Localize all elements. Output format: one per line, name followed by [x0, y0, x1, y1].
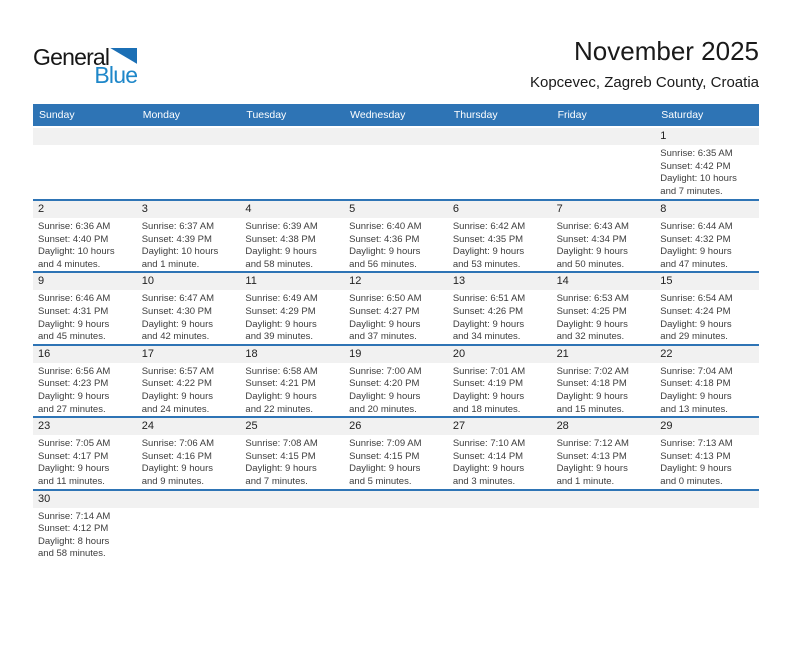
- day-detail-line: Daylight: 9 hours: [141, 463, 213, 475]
- day-details: [240, 290, 344, 343]
- day-detail-line: and 24 minutes.: [141, 403, 210, 415]
- day-detail-line: Sunrise: 7:12 AM: [556, 438, 629, 450]
- day-detail-line: Sunset: 4:40 PM: [38, 233, 109, 245]
- day-details: [33, 145, 137, 148]
- day-detail-line: and 15 minutes.: [556, 403, 625, 415]
- day-cell-empty: [552, 491, 656, 561]
- day-cell-9: [33, 273, 137, 343]
- day-detail-line: Sunset: 4:15 PM: [245, 450, 316, 462]
- day-detail-line: and 27 minutes.: [38, 403, 106, 415]
- day-detail-line: Sunset: 4:18 PM: [660, 378, 731, 390]
- day-detail-line: Daylight: 9 hours: [349, 390, 421, 402]
- day-detail-line: Sunset: 4:42 PM: [660, 160, 731, 172]
- day-cell-17: [137, 346, 241, 416]
- day-detail-line: Daylight: 9 hours: [245, 463, 317, 475]
- day-detail-line: Daylight: 9 hours: [452, 318, 525, 330]
- day-detail-line: Daylight: 9 hours: [245, 318, 317, 330]
- day-cell-27: [448, 418, 552, 488]
- day-cell-28: [552, 418, 656, 488]
- day-detail-line: Daylight: 9 hours: [556, 318, 628, 330]
- day-details: [655, 508, 759, 511]
- day-number: 3: [137, 201, 241, 218]
- day-detail-line: Daylight: 9 hours: [556, 246, 628, 258]
- day-number: 21: [552, 346, 656, 363]
- weekday-header-row: [33, 104, 759, 126]
- day-number: 20: [448, 346, 552, 363]
- day-detail-line: and 56 minutes.: [349, 258, 417, 270]
- day-detail-line: Sunset: 4:32 PM: [660, 233, 731, 245]
- page-title: November 2025: [574, 36, 759, 66]
- day-number: 23: [33, 418, 137, 435]
- day-detail-line: Sunset: 4:16 PM: [141, 450, 212, 462]
- general-blue-logo: [33, 46, 137, 92]
- day-detail-line: and 22 minutes.: [245, 403, 314, 415]
- day-detail-line: Sunset: 4:17 PM: [38, 450, 109, 462]
- day-detail-line: Daylight: 9 hours: [452, 390, 525, 402]
- day-details: [552, 145, 656, 148]
- day-detail-line: Sunrise: 6:46 AM: [38, 293, 111, 305]
- day-number: 5: [344, 201, 448, 218]
- day-cell-25: [240, 418, 344, 488]
- day-detail-line: and 58 minutes.: [245, 258, 314, 270]
- day-details: [240, 508, 344, 511]
- day-detail-line: Daylight: 9 hours: [556, 390, 628, 402]
- day-detail-line: Sunrise: 6:37 AM: [141, 221, 215, 232]
- day-detail-line: Sunrise: 7:01 AM: [452, 365, 526, 377]
- calendar-grid: [33, 128, 759, 561]
- day-detail-line: Daylight: 8 hours: [38, 535, 110, 547]
- weekday-header-sunday: Sunday: [39, 109, 75, 121]
- day-cell-19: [344, 346, 448, 416]
- day-details: [552, 435, 656, 488]
- day-detail-line: Sunset: 4:22 PM: [141, 378, 212, 390]
- week-row-5: [33, 416, 759, 488]
- logo-text-blue: Blue: [94, 62, 138, 88]
- day-cell-8: [655, 201, 759, 271]
- day-detail-line: and 53 minutes.: [452, 258, 521, 270]
- day-details: [240, 435, 344, 488]
- day-details: [552, 290, 656, 343]
- day-details: [33, 435, 137, 488]
- weekday-header-wednesday: Wednesday: [350, 109, 406, 121]
- day-detail-line: Sunset: 4:29 PM: [245, 305, 316, 317]
- day-details: [344, 508, 448, 511]
- day-details: [137, 290, 241, 343]
- day-detail-line: Daylight: 10 hours: [660, 173, 737, 185]
- day-detail-line: Sunset: 4:27 PM: [349, 305, 420, 317]
- calendar-page: [0, 38, 792, 561]
- day-details: [137, 363, 241, 416]
- day-number: 22: [655, 346, 759, 363]
- day-detail-line: Sunrise: 6:49 AM: [245, 293, 318, 305]
- day-cell-empty: [137, 491, 241, 561]
- day-detail-line: Daylight: 9 hours: [349, 318, 421, 330]
- day-details: [655, 363, 759, 416]
- day-number: [137, 491, 241, 508]
- day-number: 28: [552, 418, 656, 435]
- day-detail-line: Sunset: 4:13 PM: [556, 450, 627, 462]
- day-detail-line: and 58 minutes.: [38, 548, 106, 560]
- day-cell-24: [137, 418, 241, 488]
- day-detail-line: and 11 minutes.: [38, 475, 105, 487]
- day-details: [344, 363, 448, 416]
- day-detail-line: and 29 minutes.: [660, 331, 728, 343]
- day-number: 10: [137, 273, 241, 290]
- calendar: [33, 104, 759, 561]
- day-detail-line: Sunrise: 7:04 AM: [660, 365, 733, 377]
- day-cell-empty: [552, 128, 656, 199]
- day-cell-10: [137, 273, 241, 343]
- day-detail-line: Daylight: 9 hours: [556, 463, 628, 475]
- day-details: [448, 145, 552, 148]
- day-detail-line: Sunset: 4:21 PM: [245, 378, 316, 390]
- day-number: 4: [240, 201, 344, 218]
- day-number: 16: [33, 346, 137, 363]
- day-number: 18: [240, 346, 344, 363]
- day-detail-line: Sunset: 4:18 PM: [556, 378, 627, 390]
- day-number: [137, 128, 241, 145]
- day-number: 19: [344, 346, 448, 363]
- day-cell-11: [240, 273, 344, 343]
- day-cell-16: [33, 346, 137, 416]
- day-detail-line: Sunset: 4:31 PM: [38, 305, 109, 317]
- day-detail-line: Sunset: 4:34 PM: [556, 233, 627, 245]
- day-number: [552, 491, 656, 508]
- day-number: 15: [655, 273, 759, 290]
- day-details: [448, 290, 552, 343]
- day-detail-line: Daylight: 9 hours: [660, 246, 732, 258]
- day-number: 13: [448, 273, 552, 290]
- day-number: 6: [448, 201, 552, 218]
- day-cell-empty: [137, 128, 241, 199]
- day-details: [344, 145, 448, 148]
- day-detail-line: Sunset: 4:30 PM: [141, 305, 212, 317]
- day-detail-line: Sunrise: 6:50 AM: [349, 293, 422, 305]
- day-cell-empty: [240, 491, 344, 561]
- day-cell-1: [655, 128, 759, 199]
- day-details: [655, 435, 759, 488]
- day-detail-line: Sunrise: 7:05 AM: [38, 438, 111, 450]
- day-number: [344, 491, 448, 508]
- day-details: [240, 145, 344, 148]
- title-block: [530, 38, 759, 92]
- day-cell-6: [448, 201, 552, 271]
- day-detail-line: and 5 minutes.: [349, 475, 412, 487]
- day-detail-line: and 7 minutes.: [660, 185, 723, 197]
- day-detail-line: and 9 minutes.: [141, 475, 205, 487]
- weekday-header-tuesday: Tuesday: [246, 109, 287, 121]
- day-details: [552, 218, 656, 271]
- day-detail-line: Sunset: 4:36 PM: [349, 233, 420, 245]
- day-detail-line: and 7 minutes.: [245, 475, 308, 487]
- day-cell-5: [344, 201, 448, 271]
- day-number: 29: [655, 418, 759, 435]
- day-cell-empty: [344, 128, 448, 199]
- day-detail-line: Sunrise: 6:40 AM: [349, 221, 422, 232]
- day-detail-line: Sunset: 4:20 PM: [349, 378, 420, 390]
- day-detail-line: and 32 minutes.: [556, 331, 625, 343]
- day-detail-line: Sunrise: 7:14 AM: [38, 510, 111, 522]
- day-detail-line: Sunset: 4:14 PM: [452, 450, 524, 462]
- week-row-1: [33, 128, 759, 199]
- day-detail-line: Daylight: 9 hours: [660, 318, 732, 330]
- day-number: 8: [655, 201, 759, 218]
- day-detail-line: Daylight: 9 hours: [38, 390, 110, 402]
- day-number: [552, 128, 656, 145]
- day-cell-20: [448, 346, 552, 416]
- day-detail-line: Sunset: 4:38 PM: [245, 233, 316, 245]
- day-detail-line: Daylight: 9 hours: [141, 390, 213, 402]
- day-number: [240, 491, 344, 508]
- day-detail-line: Sunrise: 6:58 AM: [245, 365, 318, 377]
- day-number: [655, 491, 759, 508]
- day-number: 7: [552, 201, 656, 218]
- day-detail-line: Daylight: 9 hours: [660, 390, 732, 402]
- day-detail-line: Sunrise: 7:02 AM: [556, 365, 629, 377]
- day-detail-line: and 4 minutes.: [38, 258, 101, 270]
- day-number: 24: [137, 418, 241, 435]
- top-header: [33, 38, 759, 92]
- day-number: 12: [344, 273, 448, 290]
- day-cell-4: [240, 201, 344, 271]
- day-detail-line: Daylight: 9 hours: [452, 463, 525, 475]
- day-cell-15: [655, 273, 759, 343]
- day-number: [33, 128, 137, 145]
- day-cell-3: [137, 201, 241, 271]
- day-details: [344, 290, 448, 343]
- day-details: [344, 218, 448, 271]
- day-detail-line: Daylight: 9 hours: [141, 318, 213, 330]
- day-detail-line: Sunset: 4:13 PM: [660, 450, 731, 462]
- day-detail-line: Sunset: 4:35 PM: [452, 233, 524, 245]
- day-details: [552, 508, 656, 511]
- day-cell-30: [33, 491, 137, 561]
- day-detail-line: Sunrise: 6:35 AM: [660, 148, 733, 159]
- weekday-header-friday: Friday: [557, 109, 587, 121]
- day-number: 1: [655, 128, 759, 145]
- day-detail-line: and 13 minutes.: [660, 403, 728, 415]
- day-detail-line: Sunrise: 6:39 AM: [245, 221, 318, 232]
- day-detail-line: Sunrise: 6:42 AM: [452, 221, 526, 232]
- day-detail-line: Daylight: 9 hours: [349, 246, 421, 258]
- day-detail-line: and 50 minutes.: [556, 258, 625, 270]
- day-detail-line: Sunrise: 7:10 AM: [452, 438, 526, 450]
- day-detail-line: and 3 minutes.: [452, 475, 516, 487]
- day-cell-2: [33, 201, 137, 271]
- day-details: [448, 435, 552, 488]
- day-detail-line: Daylight: 9 hours: [349, 463, 421, 475]
- day-number: 9: [33, 273, 137, 290]
- day-detail-line: Sunset: 4:39 PM: [141, 233, 212, 245]
- day-cell-26: [344, 418, 448, 488]
- logo-text-general: General: [33, 44, 110, 70]
- day-detail-line: Sunrise: 6:57 AM: [141, 365, 215, 377]
- day-detail-line: and 39 minutes.: [245, 331, 314, 343]
- day-detail-line: Sunrise: 6:36 AM: [38, 221, 111, 232]
- day-details: [655, 290, 759, 343]
- day-detail-line: Daylight: 10 hours: [38, 246, 115, 258]
- day-number: [448, 128, 552, 145]
- day-detail-line: and 18 minutes.: [452, 403, 521, 415]
- weekday-header-thursday: Thursday: [453, 109, 498, 121]
- day-details: [448, 508, 552, 511]
- week-row-3: [33, 271, 759, 343]
- day-details: [448, 218, 552, 271]
- day-details: [33, 508, 137, 561]
- week-row-2: [33, 199, 759, 271]
- day-detail-line: Sunrise: 6:47 AM: [141, 293, 215, 305]
- day-detail-line: Daylight: 9 hours: [245, 246, 317, 258]
- weekday-header-saturday: Saturday: [661, 109, 704, 121]
- day-details: [137, 435, 241, 488]
- day-details: [552, 363, 656, 416]
- day-detail-line: Daylight: 9 hours: [452, 246, 525, 258]
- day-details: [655, 145, 759, 198]
- day-details: [33, 363, 137, 416]
- day-number: [448, 491, 552, 508]
- day-detail-line: Sunrise: 6:53 AM: [556, 293, 629, 305]
- day-detail-line: Daylight: 9 hours: [38, 463, 110, 475]
- day-details: [240, 363, 344, 416]
- day-number: [240, 128, 344, 145]
- day-number: 17: [137, 346, 241, 363]
- day-number: 14: [552, 273, 656, 290]
- day-number: 25: [240, 418, 344, 435]
- day-detail-line: and 1 minute.: [556, 475, 615, 487]
- day-detail-line: Daylight: 10 hours: [141, 246, 219, 258]
- day-detail-line: and 34 minutes.: [452, 331, 521, 343]
- page-subtitle: Kopcevec, Zagreb County, Croatia: [529, 74, 759, 92]
- day-details: [448, 363, 552, 416]
- day-cell-22: [655, 346, 759, 416]
- day-cell-empty: [344, 491, 448, 561]
- day-details: [240, 218, 344, 271]
- day-detail-line: Sunrise: 7:00 AM: [349, 365, 422, 377]
- day-cell-18: [240, 346, 344, 416]
- day-cell-empty: [655, 491, 759, 561]
- weekday-header-monday: Monday: [142, 109, 181, 121]
- day-details: [655, 218, 759, 271]
- day-cell-7: [552, 201, 656, 271]
- day-number: [344, 128, 448, 145]
- day-detail-line: Sunrise: 6:56 AM: [38, 365, 111, 377]
- day-detail-line: Sunrise: 6:44 AM: [660, 221, 733, 232]
- day-cell-empty: [240, 128, 344, 199]
- day-detail-line: Sunrise: 7:08 AM: [245, 438, 318, 450]
- day-detail-line: Sunrise: 7:09 AM: [349, 438, 422, 450]
- day-detail-line: Sunset: 4:24 PM: [660, 305, 731, 317]
- day-number: 30: [33, 491, 137, 508]
- day-detail-line: Daylight: 9 hours: [38, 318, 110, 330]
- day-detail-line: Sunset: 4:26 PM: [452, 305, 524, 317]
- day-cell-empty: [448, 491, 552, 561]
- day-detail-line: Sunset: 4:19 PM: [452, 378, 524, 390]
- day-number: 11: [240, 273, 344, 290]
- day-detail-line: and 20 minutes.: [349, 403, 417, 415]
- day-cell-21: [552, 346, 656, 416]
- day-detail-line: and 47 minutes.: [660, 258, 728, 270]
- day-details: [137, 508, 241, 511]
- day-detail-line: and 37 minutes.: [349, 331, 417, 343]
- day-details: [33, 290, 137, 343]
- day-cell-empty: [448, 128, 552, 199]
- day-detail-line: Sunrise: 7:13 AM: [660, 438, 733, 450]
- day-detail-line: and 42 minutes.: [141, 331, 210, 343]
- day-detail-line: Daylight: 9 hours: [660, 463, 732, 475]
- day-cell-12: [344, 273, 448, 343]
- week-row-6: [33, 489, 759, 561]
- day-details: [137, 145, 241, 148]
- day-detail-line: and 45 minutes.: [38, 331, 106, 343]
- day-detail-line: Sunset: 4:25 PM: [556, 305, 627, 317]
- day-detail-line: Sunset: 4:12 PM: [38, 523, 109, 535]
- day-cell-13: [448, 273, 552, 343]
- day-details: [344, 435, 448, 488]
- day-cell-14: [552, 273, 656, 343]
- day-detail-line: Sunrise: 6:43 AM: [556, 221, 629, 232]
- day-detail-line: Daylight: 9 hours: [245, 390, 317, 402]
- day-cell-29: [655, 418, 759, 488]
- day-detail-line: Sunrise: 7:06 AM: [141, 438, 215, 450]
- day-detail-line: Sunset: 4:23 PM: [38, 378, 109, 390]
- day-cell-23: [33, 418, 137, 488]
- day-number: 2: [33, 201, 137, 218]
- day-cell-empty: [33, 128, 137, 199]
- day-number: 26: [344, 418, 448, 435]
- day-detail-line: Sunrise: 6:51 AM: [452, 293, 526, 305]
- day-detail-line: and 1 minute.: [141, 258, 200, 270]
- day-detail-line: Sunrise: 6:54 AM: [660, 293, 733, 305]
- day-detail-line: Sunset: 4:15 PM: [349, 450, 420, 462]
- day-detail-line: and 0 minutes.: [660, 475, 723, 487]
- day-details: [137, 218, 241, 271]
- week-row-4: [33, 344, 759, 416]
- day-number: 27: [448, 418, 552, 435]
- day-details: [33, 218, 137, 271]
